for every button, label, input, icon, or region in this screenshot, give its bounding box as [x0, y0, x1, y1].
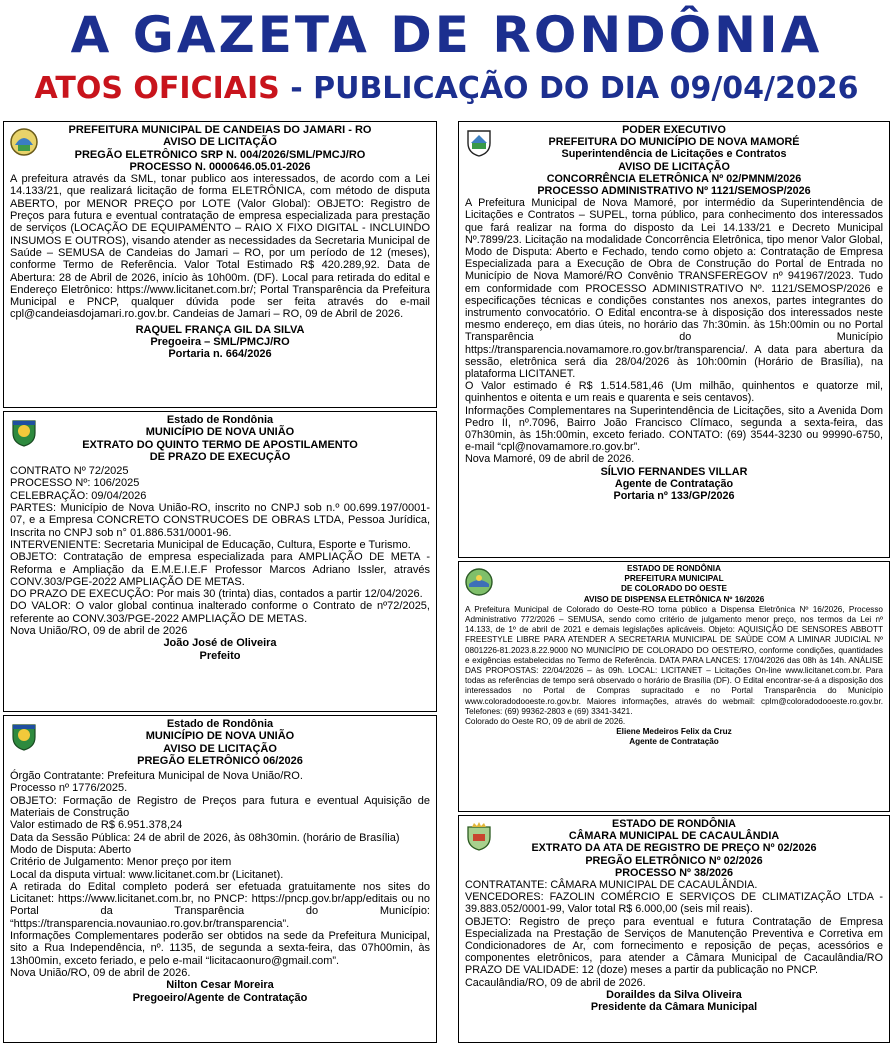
notice-header-1: PREFEITURA MUNICIPAL DE CANDEIAS DO JAMARI - RO: [68, 124, 372, 136]
notice-header-4: DE PRAZO DE EXECUÇÃO: [149, 450, 291, 463]
signatory-role: Agente de Contratação: [614, 477, 734, 490]
signatory-role: Presidente da Câmara Municipal: [590, 1001, 758, 1014]
signatory-name: João José de Oliveira: [163, 637, 277, 650]
object: OBJETO: Registro de preço para eventual e futura Contratação de Empresa Especializada na Prestação de Serviços de Manutenção Preventiva e Corretiva em Condicionadores de Ar, com fornecimento e reposição de peças, acessórios e componentes eletrônicos, para atender a Câmara Municipal de Cacaulândia/RO PRAZO DE VALIDADE: 12 (doze) meses a partir da publicação no PNCP.: [465, 915, 883, 977]
estimated-value: O Valor estimado é R$ 1.514.581,46 (Um milhão, quinhentos e quatorze mil, quinhentos e oitenta e um reais e quarenta e seis centavos).: [465, 380, 883, 405]
subtitle-separator: -: [279, 71, 314, 106]
notice-body: A prefeitura através da SML, tonar publico aos interessados, de acordo com a Lei 14.133/21, que realizará licitação de forma ELETRÔNICA, com método de disputa ABERTO, por MENOR PREÇO por LOTE (Valor Global): OBJETO: Registro de Preços para futura e eventual contratação de empresa especializada para prestação de serviços (LOCAÇÃO DE EQUIPAMENTO – RAIO X FIXO DIGITAL - INCLUINDO INSUMOS E OUTROS), visando atender as necessidades da Secretaria Municipal de Saúde – SEMUSA de Candeias do Jamari – RO, por um período de 12 (meses), conforme Termo de Referência. Valor Total Estimado R$ 420.289,92. Data de Abertura: 28 de Abril de 2026, início às 10h00m. (DF). Local para retirada do edital e Endereço Eletrônico: https://www.licitanet.com.br/; Portal Transparência da Prefeitura Municipal e PNCP, qualquer dúvida pode ser feita através do e-mail cpl@candeiasdojamari.ro.gov.br. Candeias de Jamari – RO, 09 de Abril de 2026.: [10, 173, 430, 321]
notice-header-2: MUNICÍPIO DE NOVA UNIÃO: [145, 730, 295, 743]
signatory-name: SÍLVIO FERNANDES VILLAR: [600, 465, 748, 478]
object: OBJETO: Formação de Registro de Preços para futura e eventual Aquisição de Materiais de Construção: [10, 794, 430, 820]
notice-colorado: [458, 561, 890, 812]
notice-nova-uniao-apostilamento: [3, 411, 437, 712]
notice-header-4: AVISO DE DISPENSA ELETRÔNICA Nº 16/2026: [583, 594, 765, 604]
newspaper-title: A GAZETA DE RONDÔNIA: [70, 6, 823, 64]
notice-body: A Prefeitura Municipal de Colorado do Oeste-RO torna público a Dispensa Eletrônica Nº 16/2026, Processo Administrativo 772/2026 – SEMUSA, sendo como critério de julgamento menor preço, nos termos da Lei nº 14.133, de 1º de abril de 2021 e demais legislações aplicáveis. Objeto: AQUISIÇÃO DE SENSORES ABBOTT FREESTYLE LIBRE PARA ATENDER A SECRETARIA MUNICIPAL DE SAÚDE COM A LIMINAR JUDICIAL Nº 0801226-81.2023.8.22.9000 NO MUNICÍPIO DE COLORADO DO OESTE/RO, conforme condições, quantidades e exigências estabelecidas no Termo de Referência. DATA PARA LANCES: 17/04/2026 das 08h às 14h. ANÁLISE DAS PROPOSTAS: 22/04/2026 – às 09h. LOCAL: LICITANET – Licitações On-line www.licitanet.com.br. Para todas as referências de tempo será observado o horário de Brasília (DF). O Edital encontrar-se-á a disposição dos interessados no Portal de Compras supracitado e no Portal Transparência do Município www.coloradodooeste.ro.gov.br. Maiores informações, através do webmail: cplm@coloradodooeste.ro.gov.br. Telefones: (69) 99362-2803 e (69) 3341-3421.: [465, 604, 883, 716]
notice-header-3: EXTRATO DA ATA DE REGISTRO DE PREÇO Nº 02/2026: [531, 842, 817, 855]
place-date: Cacaulândia/RO, 09 de abril de 2026.: [465, 976, 646, 989]
notice-header-5: PROCESSO Nº 38/2026: [615, 866, 733, 879]
celebration-date: CELEBRAÇÃO: 09/04/2026: [10, 489, 147, 502]
notice-header-4: PREGÃO ELETRÔNICO 06/2026: [137, 754, 303, 767]
notice-header-3: AVISO DE LICITAÇÃO: [163, 742, 277, 755]
signatory-role: Pregoeira – SML/PMCJ/RO: [150, 336, 290, 349]
estimated-value: Valor estimado de R$ 6.951.378,24: [10, 819, 183, 832]
notice-header-3: EXTRATO DO QUINTO TERMO DE APOSTILAMENTO: [82, 438, 358, 451]
contracting-body: Órgão Contratante: Prefeitura Municipal de Nova União/RO.: [10, 770, 303, 783]
signatory-role: Prefeito: [199, 649, 241, 662]
notice-header-3: DE COLORADO DO OESTE: [621, 584, 727, 594]
signatory-role: Pregoeiro/Agente de Contratação: [132, 991, 308, 1004]
candeias-crest-icon: [9, 127, 39, 157]
signatory-name: Nilton Cesar Moreira: [166, 979, 274, 992]
masthead: [0, 0, 893, 118]
colorado-crest-icon: [464, 567, 494, 597]
execution-term: DO PRAZO DE EXECUÇÃO: Por mais 30 (trinta) dias, contados a partir 12/04/2026.: [10, 588, 423, 601]
object: OBJETO: Contratação de empresa especializada para AMPLIAÇÃO DE META - Reforma e Ampliação da E.M.E.I.E.F Professor Marcos Adriano Issler, através CONV.303/PGE-2022 AMPLIAÇÃO DE METAS.: [10, 551, 430, 588]
place-date: Colorado do Oeste RO, 09 de abril de 2026.: [465, 717, 626, 727]
signatory-name: RAQUEL FRANÇA GIL DA SILVA: [135, 323, 305, 336]
notice-header-2: PREFEITURA DO MUNICÍPIO DE NOVA MAMORÉ: [548, 136, 800, 149]
signatory-role: Agente de Contratação: [629, 737, 719, 747]
notice-header-1: Estado de Rondônia: [166, 718, 274, 730]
dispute-location: Local da disputa virtual: www.licitanet.com.br (Licitanet).: [10, 868, 284, 881]
notice-header-4: AVISO DE LICITAÇÃO: [618, 160, 730, 173]
parties: PARTES: Município de Nova União-RO, inscrito no CNPJ sob n.º 00.699.197/0001-07, e a Empresa CONCRETO CONSTRUCOES DE OBRAS LTDA, Pessoa Jurídica, Inscrita no CNPJ sob n° 01.886.531/0001-96.: [10, 502, 430, 539]
notice-header-3: Superintendência de Licitações e Contratos: [561, 148, 787, 161]
notice-candeias: [3, 121, 437, 408]
notice-header-4: PREGÃO ELETRÔNICO Nº 02/2026: [585, 854, 763, 867]
process-number: Processo nº 1776/2025.: [10, 782, 128, 795]
notice-header-1: PODER EXECUTIVO: [622, 124, 726, 136]
signatory-ordinance: Portaria nº 133/GP/2026: [613, 490, 735, 503]
place-date: Nova Mamoré, 09 de abril de 2026.: [465, 453, 635, 466]
signatory-name: Eliene Medeiros Felix da Cruz: [616, 727, 732, 737]
signatory-name: Doraildes da Silva Oliveira: [606, 988, 742, 1001]
notice-header-1: ESTADO DE RONDÔNIA: [612, 818, 736, 830]
publication-subtitle: [0, 66, 893, 117]
process-number: PROCESSO Nº: 106/2025: [10, 477, 140, 490]
notice-header-1: Estado de Rondônia: [166, 414, 274, 426]
dispute-mode: Modo de Disputa: Aberto: [10, 843, 132, 856]
notice-header-2: PREFEITURA MUNICIPAL: [624, 574, 724, 584]
complementary-info: Informações Complementares na Superintendência de Licitações, sito a Avenida Dom Pedro II, nº.7096, Bairro João Francisco Clímaco, segunda a sexta-feira, das 07h30min, às 15h:00min, exceto feriado. CONTATO: (69) 3544-3230 ou 99990-6750, e-mail “cpl@novamamore.ro.gov.br”.: [465, 404, 883, 454]
complementary-info: Informações Complementares poderão ser obtidos na sede da Prefeitura Municipal, sito a Rua Independência, nº. 1135, de segunda a sexta-feira, das 07h00min, às 13h00min, exceto feriado, e pelo e-mail “licitacaonuro@gmail.com”.: [10, 930, 430, 967]
section-label: ATOS OFICIAIS: [34, 71, 280, 106]
intervening-party: INTERVENIENTE: Secretaria Municipal de Educação, Cultura, Esporte e Turismo.: [10, 538, 411, 551]
nova-uniao-crest-icon: [9, 417, 39, 447]
notice-header-5: CONCORRÊNCIA ELETRÔNICA Nº 02/PMNM/2026: [546, 172, 802, 185]
nova-mamore-crest-icon: [464, 127, 494, 157]
notice-header-3: PREGÃO ELETRÔNICO SRP N. 004/2026/SML/PMCJ/RO: [74, 148, 366, 161]
notice-nova-mamore: [458, 121, 890, 558]
winners: VENCEDORES: FAZOLIN COMÉRCIO E SERVIÇOS DE CLIMATIZAÇÃO LTDA - 39.883.052/0001-99, Valor total R$ 6.000,00 (seis mil reais).: [465, 891, 883, 916]
nova-uniao-crest-icon: [9, 721, 39, 751]
edital-retrieval: A retirada do Edital completo poderá ser efetuada gratuitamente nos sites do Licitanet: https://www.licitanet.com.br, no PNCP: https://pncp.gov.br/app/editais ou no Portal da Transparência do Município: “https://transparencia.novauniao.ro.gov.br/transparencia”.: [10, 880, 430, 930]
session-date: Data da Sessão Pública: 24 de abril de 2026, às 08h30min. (horário de Brasília): [10, 831, 400, 844]
notice-header-2: CÂMARA MUNICIPAL DE CACAULÂNDIA: [568, 830, 780, 843]
place-date: Nova União/RO, 09 de abril de 2026.: [10, 966, 191, 979]
contract-number: CONTRATO Nº 72/2025: [10, 465, 129, 478]
signatory-ordinance: Portaria n. 664/2026: [168, 348, 272, 361]
judging-criterion: Critério de Julgamento: Menor preço por item: [10, 856, 232, 869]
notice-header-6: PROCESSO ADMINISTRATIVO Nº 1121/SEMOSP/2026: [537, 185, 811, 198]
notice-cacaulandia: [458, 815, 890, 1043]
notice-header-4: PROCESSO N. 0000646.05.01-2026: [129, 160, 311, 173]
notice-nova-uniao-pregao: [3, 715, 437, 1043]
contracting-party: CONTRATANTE: CÂMARA MUNICIPAL DE CACAULÂNDIA.: [465, 879, 758, 892]
notice-header-2: AVISO DE LICITAÇÃO: [163, 136, 277, 149]
notice-header-1: ESTADO DE RONDÔNIA: [626, 564, 721, 573]
value-clause: DO VALOR: O valor global continua inalterado conforme o Contrato de nº72/2025, referente ao CONV.303/PGE-2022 AMPLIAÇÃO DE METAS.: [10, 600, 430, 625]
place-date: Nova União/RO, 09 de abril de 2026: [10, 625, 188, 638]
notice-body: A Prefeitura Municipal de Nova Mamoré, por intermédio da Superintendência de Licitações e Contratos – SUPEL, torna público, para conhecimento dos interessados que fará realizar na forma do disposto da Lei 14.133/21 e Decreto Municipal Nº.7899/23. Licitação na modalidade Concorrência Eletrônica, tipo menor Valor Global, Modo de Disputa: Aberto e Fechado, tendo como objeto a: Contratação de Empresa Especializada para a Execução de Obra de Construção do Portal de Entrada no Município de Nova Mamoré/RO Convênio TRANSFEREGOV nº 941967/2023. Tudo em conformidade com PROCESSO ADMINISTRATIVO Nº. 1121/SEMOSP/2026 e especificações técnicas e condições constantes nos anexos, partes integrantes do instrumento convocatório. O Edital encontra-se à disposição dos interessados neste mesmo endereço, em dias úteis, no horário das 7h:30min. às 15h:00min ou no Portal Transparência do Município https://transparencia.novamamore.ro.gov.br/transparencia/. A data para abertura da sessão, eletrônica será dia 28/04/2026 às 10h:00min (Horário de Brasília), na plataforma LICITANET.: [465, 197, 883, 381]
cacaulandia-crest-icon: [464, 821, 494, 851]
publication-date: PUBLICAÇÃO DO DIA 09/04/2026: [313, 71, 859, 106]
notice-header-2: MUNICÍPIO DE NOVA UNIÃO: [145, 426, 295, 439]
